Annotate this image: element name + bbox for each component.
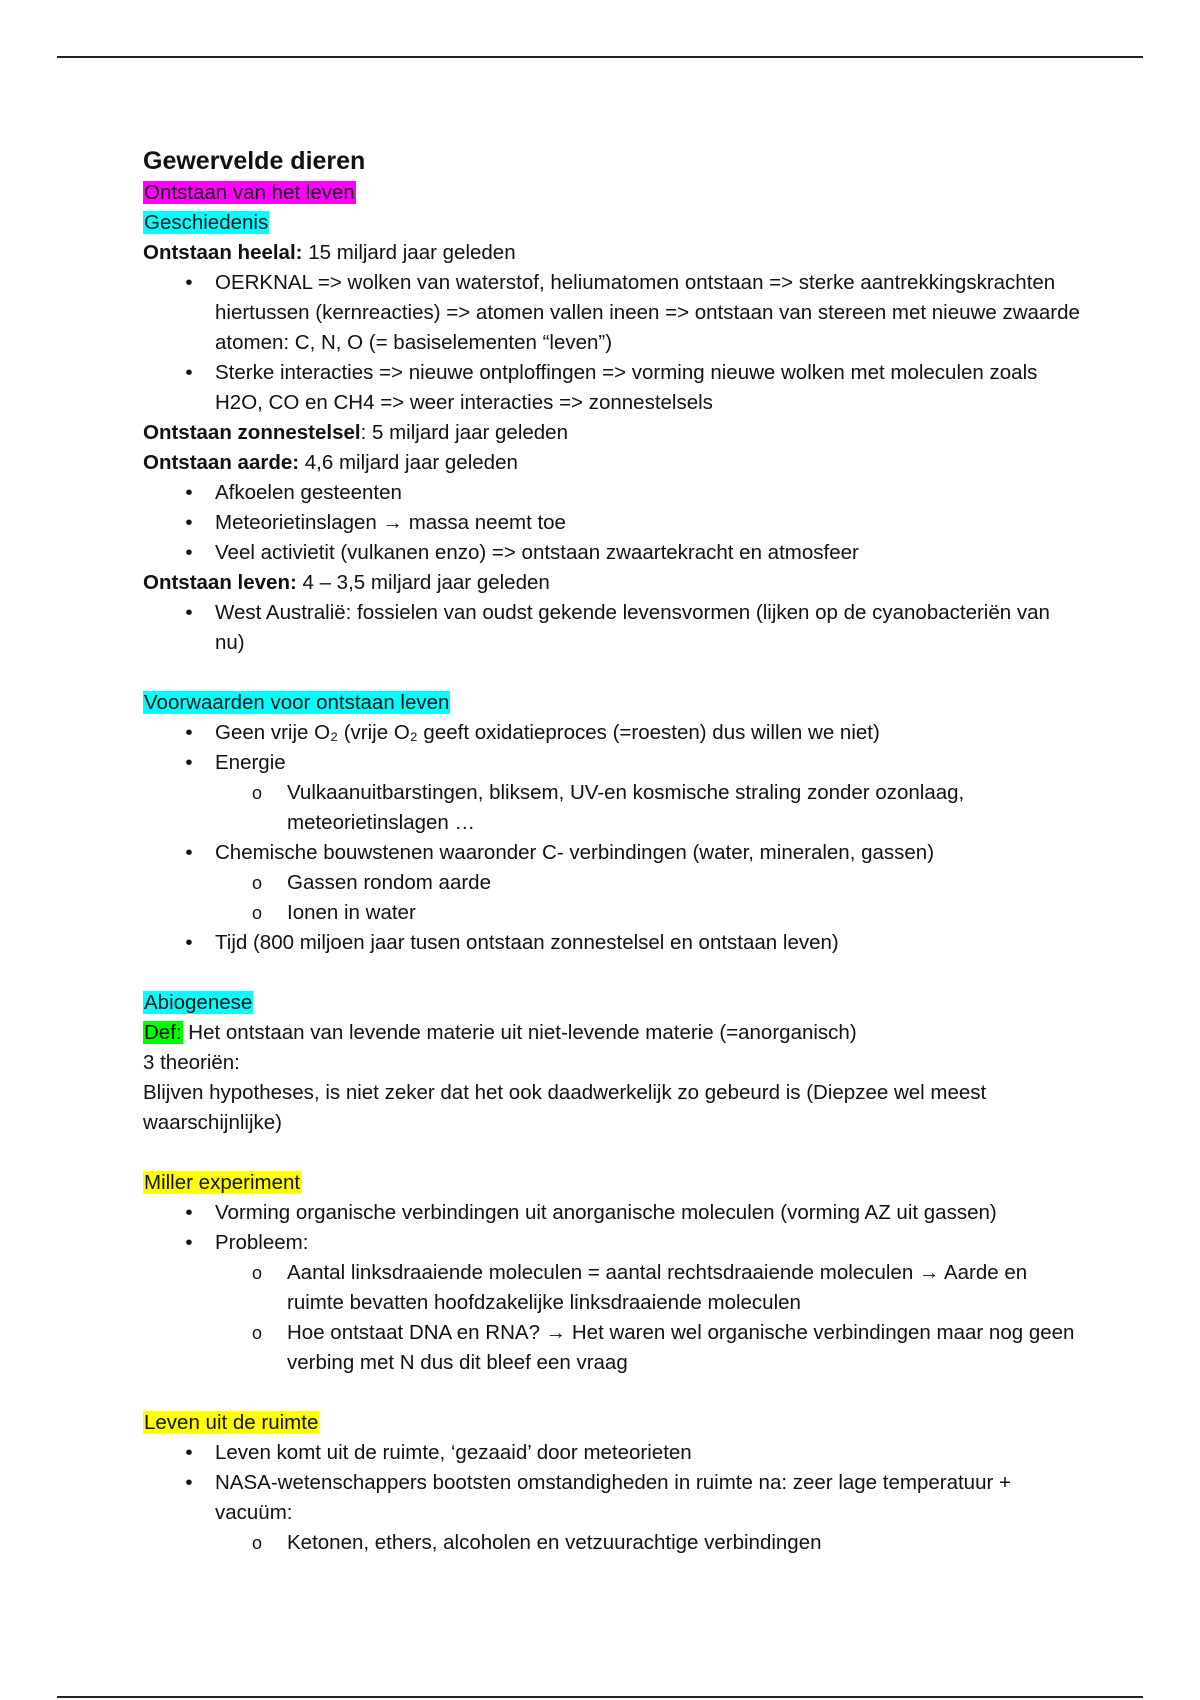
sub-list-item: [143, 1258, 1083, 1318]
circle-bullet-icon: o: [251, 903, 262, 923]
bullet-icon: •: [185, 481, 193, 504]
list-item-text: Energie: [215, 751, 286, 774]
sub-list-item-text: Hoe ontstaat DNA en RNA? → Het waren wel organische verbindingen maar nog geen verbing met N dus dit bleef een vraag: [287, 1321, 1075, 1374]
list-item: [143, 928, 1083, 958]
list-item: [143, 1198, 1083, 1228]
bullet-icon: •: [185, 721, 193, 744]
footer-rule: [57, 1696, 1143, 1698]
sub-list-item: [143, 1318, 1083, 1378]
page-title: Gewervelde dieren: [143, 147, 366, 175]
list-item-text: NASA-wetenschappers bootsten omstandigheden in ruimte na: zeer lage temperatuur + vacuüm:: [215, 1471, 1011, 1524]
sub-list-item-text: Gassen rondom aarde: [287, 871, 491, 894]
list-item-text: Meteorietinslagen → massa neemt toe: [215, 511, 566, 534]
list-item: [143, 478, 1083, 508]
list-item: [143, 1228, 1083, 1258]
bullet-icon: •: [185, 601, 193, 624]
list-item-text: Probleem:: [215, 1231, 309, 1254]
bullet-icon: •: [185, 1231, 193, 1254]
leven-text: 4 – 3,5 miljard jaar geleden: [296, 571, 550, 594]
zonnestelsel-text: : 5 miljard jaar geleden: [360, 421, 568, 444]
zonnestelsel-label: Ontstaan zonnestelsel: [143, 421, 361, 444]
circle-bullet-icon: o: [251, 873, 262, 893]
circle-bullet-icon: o: [251, 783, 262, 803]
list-item-text: Afkoelen gesteenten: [215, 481, 402, 504]
leven-line: [143, 568, 1083, 598]
list-item: [143, 268, 1083, 358]
definition-text: Het ontstaan van levende materie uit niet-levende materie (=anorganisch): [182, 1021, 857, 1044]
list-item-text: OERKNAL => wolken van waterstof, heliumatomen ontstaan => sterke aantrekkingskrachten hiertussen (kernreacties) => atomen vallen ineen => ontstaan van stereen met nieuwe zwaarde atomen: C, N, O (= basiselementen “leven”): [215, 271, 1080, 354]
document-body: [143, 144, 1083, 1558]
circle-bullet-icon: o: [251, 1263, 262, 1283]
subheading-miller: Miller experiment: [144, 1171, 301, 1194]
heelal-label: Ontstaan heelal:: [143, 241, 303, 264]
aarde-line: [143, 448, 1083, 478]
bullet-icon: •: [185, 1201, 193, 1224]
subheading-ruimte: Leven uit de ruimte: [144, 1411, 319, 1434]
sub-list-item-text: Vulkaanuitbarstingen, bliksem, UV-en kosmische straling zonder ozonlaag, meteorietinslagen …: [287, 781, 965, 834]
sub-list-item-text: Aantal linksdraaiende moleculen = aantal rechtsdraaiende moleculen → Aarde en ruimte bevatten hoofdzakelijke linksdraaiende moleculen: [287, 1261, 1028, 1314]
list-item-text: Chemische bouwstenen waaronder C- verbindingen (water, mineralen, gassen): [215, 841, 935, 864]
list-item: [143, 358, 1083, 418]
header-rule: [57, 56, 1143, 58]
list-item: [143, 598, 1083, 658]
sub-list-item-text: Ketonen, ethers, alcoholen en vetzuurachtige verbindingen: [287, 1531, 822, 1554]
theories-line: 3 theoriën:: [143, 1051, 240, 1074]
bullet-icon: •: [185, 841, 193, 864]
bullet-icon: •: [185, 271, 193, 294]
subheading-voorwaarden: Voorwaarden voor ontstaan leven: [144, 691, 450, 714]
section-heading-ontstaan: Ontstaan van het leven: [144, 181, 355, 204]
list-item: [143, 718, 1083, 748]
bullet-icon: •: [185, 751, 193, 774]
list-item-text: Sterke interacties => nieuwe ontploffingen => vorming nieuwe wolken met moleculen zoals H2O, CO en CH4 => weer interacties => zonnestelsels: [215, 361, 1038, 414]
leven-label: Ontstaan leven:: [143, 571, 297, 594]
list-item: [143, 1468, 1083, 1528]
list-item-text: Geen vrije O₂ (vrije O₂ geeft oxidatieproces (=roesten) dus willen we niet): [215, 721, 880, 744]
circle-bullet-icon: o: [251, 1533, 262, 1553]
aarde-text: 4,6 miljard jaar geleden: [299, 451, 518, 474]
subheading-geschiedenis: Geschiedenis: [144, 211, 269, 234]
circle-bullet-icon: o: [251, 1323, 262, 1343]
sub-list-item: [143, 1528, 1083, 1558]
definition-label: Def:: [144, 1021, 182, 1044]
list-item-text: West Australië: fossielen van oudst gekende levensvormen (lijken op de cyanobacteriën van nu): [215, 601, 1050, 654]
definition-line: [143, 1018, 1083, 1048]
heelal-line: [143, 238, 1083, 268]
list-item: [143, 538, 1083, 568]
heelal-text: 15 miljard jaar geleden: [302, 241, 516, 264]
list-item: [143, 1438, 1083, 1468]
aarde-label: Ontstaan aarde:: [143, 451, 300, 474]
hypotheses-note: Blijven hypotheses, is niet zeker dat het ook daadwerkelijk zo gebeurd is (Diepzee wel meest waarschijnlijke): [143, 1081, 987, 1134]
bullet-icon: •: [185, 361, 193, 384]
sub-list-item: [143, 778, 1083, 838]
list-item-text: Tijd (800 miljoen jaar tusen ontstaan zonnestelsel en ontstaan leven): [215, 931, 839, 954]
bullet-icon: •: [185, 541, 193, 564]
list-item-text: Veel activietit (vulkanen enzo) => ontstaan zwaartekracht en atmosfeer: [215, 541, 859, 564]
list-item-text: Vorming organische verbindingen uit anorganische moleculen (vorming AZ uit gassen): [215, 1201, 997, 1224]
sub-list-item-text: Ionen in water: [287, 901, 416, 924]
bullet-icon: •: [185, 511, 193, 534]
subheading-abiogenese: Abiogenese: [144, 991, 253, 1014]
zonnestelsel-line: [143, 418, 1083, 448]
bullet-icon: •: [185, 931, 193, 954]
bullet-icon: •: [185, 1471, 193, 1494]
list-item: [143, 838, 1083, 868]
bullet-icon: •: [185, 1441, 193, 1464]
sub-list-item: [143, 868, 1083, 898]
list-item-text: Leven komt uit de ruimte, ‘gezaaid’ door meteorieten: [215, 1441, 692, 1464]
sub-list-item: [143, 898, 1083, 928]
list-item: [143, 748, 1083, 778]
list-item: [143, 508, 1083, 538]
